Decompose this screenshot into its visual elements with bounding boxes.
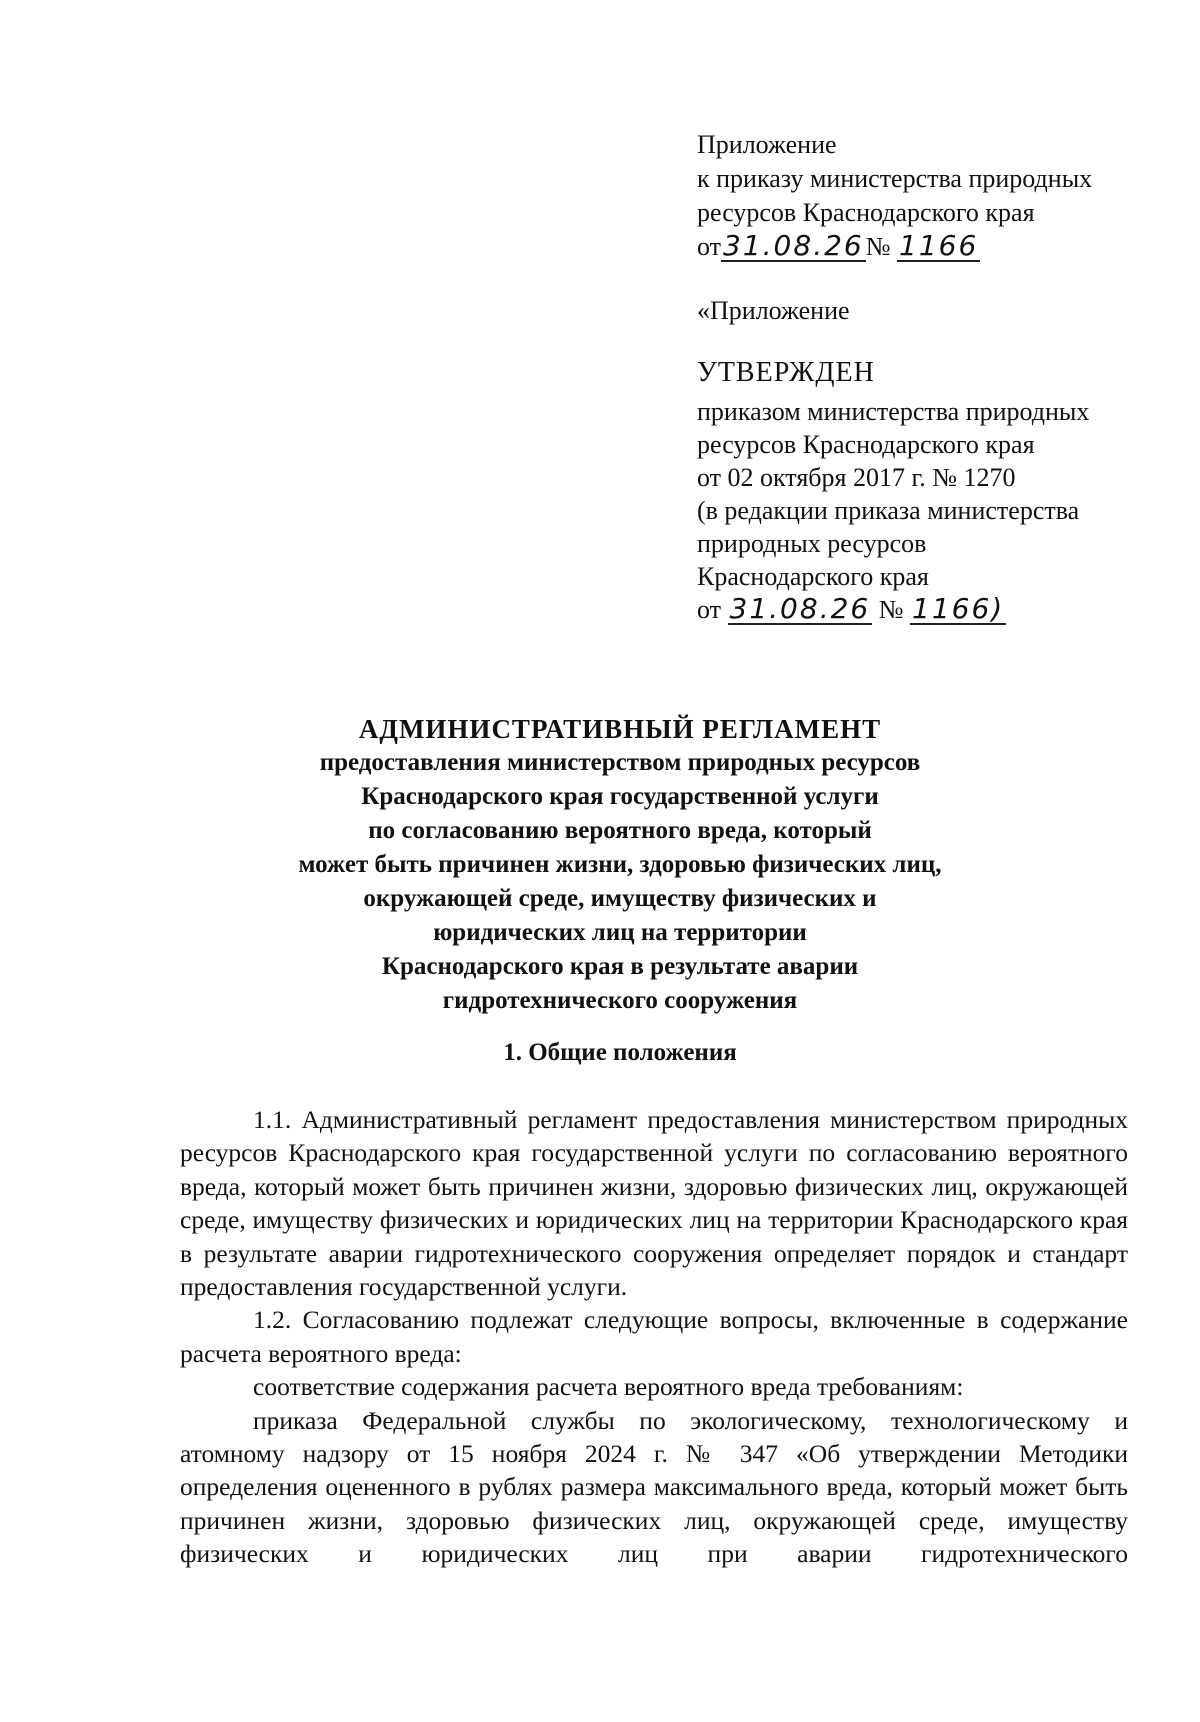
section-title: 1. Общие положения	[503, 1039, 737, 1066]
approved-line-4: (в редакции приказа министерства	[697, 496, 1080, 525]
document-heading	[170, 712, 1070, 1018]
approved-line-3: от 02 октября 2017 г. № 1270	[697, 463, 1016, 492]
heading-line: Краснодарского края в результате аварии	[381, 953, 859, 980]
appendix-date-prefix: от	[697, 232, 722, 261]
approved-line-2: ресурсов Краснодарского края	[697, 430, 1035, 459]
heading-line: может быть причинен жизни, здоровью физических лиц,	[298, 851, 942, 878]
heading-line: Краснодарского края государственной услуги	[361, 783, 879, 810]
heading-line: окружающей среде, имуществу физических и	[363, 885, 877, 912]
approved-handwritten-number: 1166)	[912, 592, 1005, 625]
approved-date-prefix: от	[697, 595, 722, 624]
appendix-quote-line: «Приложение	[697, 296, 850, 325]
appendix-line-1: Приложение	[697, 130, 837, 159]
heading-main-title: АДМИНИСТРАТИВНЫЙ РЕГЛАМЕНТ	[358, 714, 882, 744]
heading-line: юридических лиц на территории	[433, 919, 807, 946]
approved-date-line	[697, 593, 1177, 626]
appendix-handwritten-number: 1166	[899, 229, 979, 262]
approved-handwritten-date: 31.08.26	[729, 592, 871, 625]
heading-line: по согласованию вероятного вреда, который	[368, 817, 872, 844]
paragraph-1-1: 1.1. Административный регламент предоставления министерством природных ресурсов Краснодарского края государственной услуги по согласованию вероятного вреда, который может быть причинен жизни, здоровью физических лиц, окружающей среде, имуществу физических и юридических лиц на территории Краснодарского края в результате аварии гидротехнического сооружения определяет порядок и стандарт предоставления государственной услуги.	[180, 1105, 1128, 1302]
document-body	[180, 1103, 1128, 1571]
appendix-block	[697, 128, 1157, 328]
approved-title: УТВЕРЖДЕН	[697, 357, 875, 388]
heading-line: предоставления министерством природных ресурсов	[319, 749, 921, 776]
paragraph-order-reference: приказа Федеральной службы по экологическому, технологическому и атомному надзору от 15 ноября 2024 г. № 347 «Об утверждении Методики определения оцененного в рублях размера максимального вреда, который может быть причинен жизни, здоровью физических лиц, окружающей среде, имуществу физических и юридических лиц при аварии гидротехнического	[180, 1405, 1128, 1569]
approved-line-1: приказом министерства природных	[697, 397, 1090, 426]
appendix-line-3: ресурсов Краснодарского края	[697, 198, 1035, 227]
approved-line-5: природных ресурсов	[697, 529, 927, 558]
approved-block	[697, 356, 1177, 626]
appendix-handwritten-date: 31.08.26	[723, 229, 864, 262]
appendix-line-2: к приказу министерства природных	[697, 164, 1093, 193]
approved-number-sign: №	[878, 595, 904, 624]
appendix-date-line	[697, 230, 1157, 264]
paragraph-requirements: соответствие содержания расчета вероятного вреда требованиям:	[253, 1372, 964, 1402]
paragraph-1-2: 1.2. Согласованию подлежат следующие вопросы, включенные в содержание расчета вероятного вреда:	[180, 1305, 1128, 1368]
approved-line-6: Краснодарского края	[697, 562, 929, 591]
appendix-number-sign: №	[865, 232, 891, 261]
heading-line: гидротехнического сооружения	[442, 987, 798, 1014]
